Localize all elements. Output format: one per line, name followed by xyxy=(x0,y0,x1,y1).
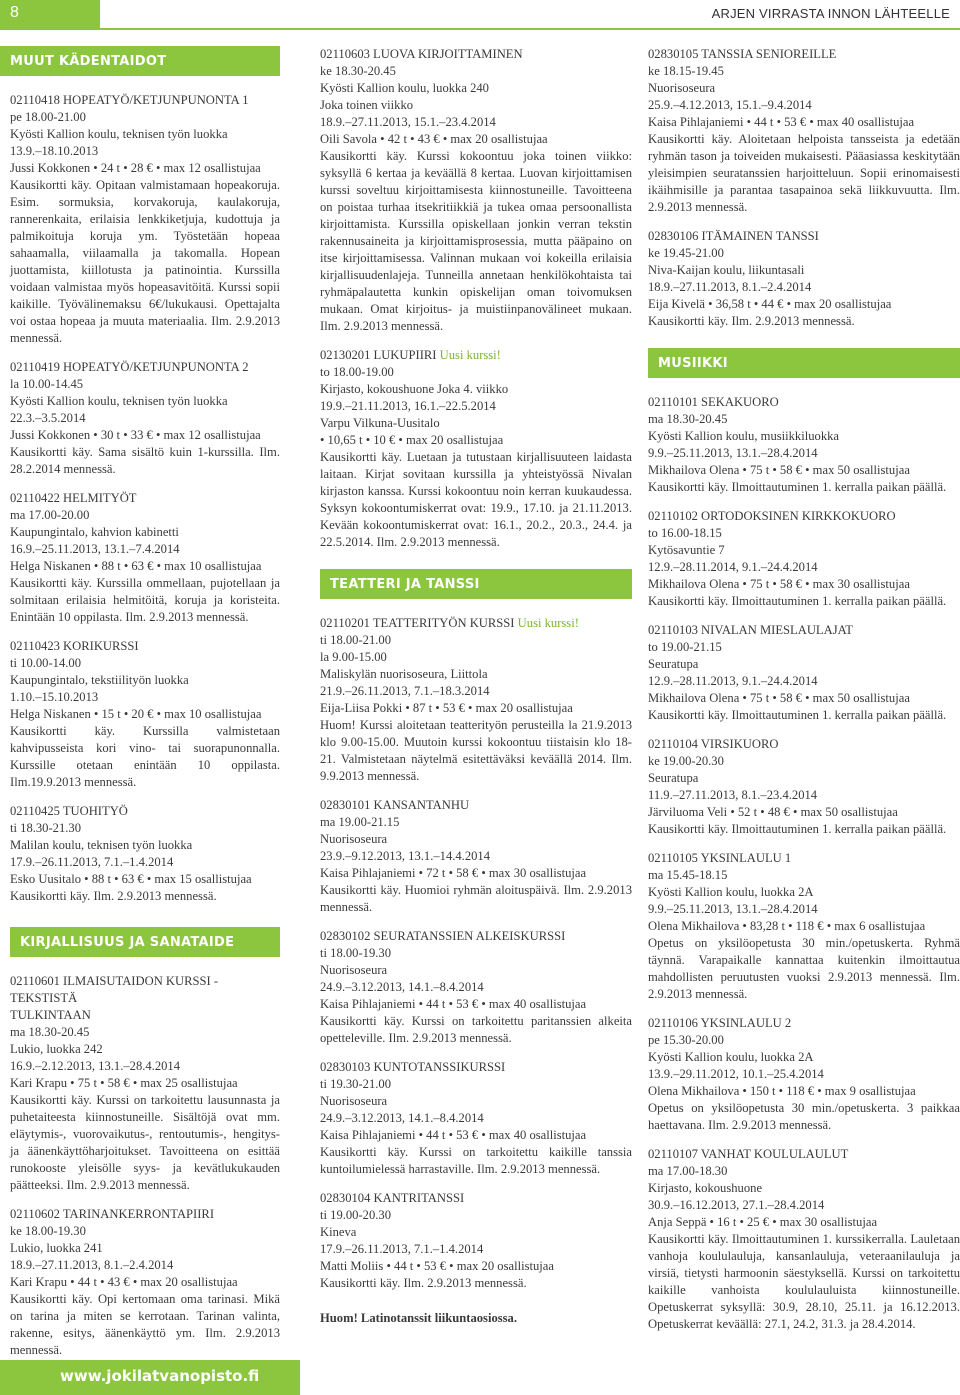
course-title: 02110103 NIVALAN MIESLAULAJAT xyxy=(648,623,853,637)
course-location: Lukio, luokka 241 xyxy=(10,1241,103,1255)
course-teacher: Esko Uusitalo • 88 t • 63 € • max 15 osallistujaa xyxy=(10,872,252,886)
page-number: 8 xyxy=(10,4,19,21)
course-time: ke 19.45-21.00 xyxy=(648,246,724,260)
course-teacher: Anja Seppä • 16 t • 25 € • max 30 osallistujaa xyxy=(648,1215,878,1229)
course-location: Seuratupa xyxy=(648,771,699,785)
course-teacher: Mikhailova Olena • 75 t • 58 € • max 50 osallistujaa xyxy=(648,691,910,705)
course-description: Huom! Kurssi aloitetaan teatterityön perusteilla la 21.9.2013 klo 9.00-15.00. Muutoin kurssi kokoontuu tiistaisin klo 18-21. Valmistetaan näytelmä esitettäväksi keväällä 2014. Ilm. 9.9.2013 mennessä. xyxy=(320,718,632,783)
course-teacher: Helga Niskanen • 88 t • 63 € • max 10 osallistujaa xyxy=(10,559,262,573)
course-time: ke 19.00-20.30 xyxy=(648,754,724,768)
course-dates: 18.9.–27.11.2013, 15.1.–23.4.2014 xyxy=(320,115,496,129)
course-title: 02110422 HELMITYÖT xyxy=(10,491,137,505)
course-location: Niva-Kaijan koulu, liikuntasali xyxy=(648,263,805,277)
course-entry xyxy=(320,1059,632,1178)
course-location: Kyösti Kallion koulu, teknisen työn luokka xyxy=(10,394,228,408)
header-rule xyxy=(100,28,960,30)
new-course-tag: Uusi kurssi! xyxy=(517,616,579,630)
course-dates: 21.9.–26.11.2013, 7.1.–18.3.2014 xyxy=(320,684,490,698)
course-description: Kausikortti käy. Ilmoittautuminen 1. kerralla paikan päällä. xyxy=(648,708,947,722)
course-teacher: Kaisa Pihlajaniemi • 44 t • 53 € • max 40 osallistujaa xyxy=(648,115,915,129)
course-title: 02110418 HOPEATYÖ/KETJUNPUNONTA 1 xyxy=(10,93,249,107)
section-heading: MUUT KÄDENTAIDOT xyxy=(0,46,280,76)
course-dates: 11.9.–27.11.2013, 8.1.–23.4.2014 xyxy=(648,788,818,802)
course-title: 02830105 TANSSIA SENIOREILLE xyxy=(648,47,837,61)
course-teacher: Jussi Kokkonen • 30 t • 33 € • max 12 osallistujaa xyxy=(10,428,261,442)
course-entry xyxy=(10,973,280,1194)
course-time: ma 18.30-20.45 xyxy=(10,1025,90,1039)
course-dates: 24.9.–3.12.2013, 14.1.–8.4.2014 xyxy=(320,1111,484,1125)
course-title: 02110106 YKSINLAULU 2 xyxy=(648,1016,792,1030)
course-location: Malilan koulu, teknisen työn luokka xyxy=(10,838,193,852)
course-frequency: Joka toinen viikko xyxy=(320,98,414,112)
course-title-row xyxy=(320,615,632,632)
course-description: Kausikortti käy. Huomioi ryhmän aloituspäivä. Ilm. 2.9.2013 mennessä. xyxy=(320,883,632,914)
course-time: la 9.00-15.00 xyxy=(320,650,387,664)
course-teacher: Olena Mikhailova • 150 t • 118 € • max 9 osallistujaa xyxy=(648,1084,916,1098)
course-time: to 19.00-21.15 xyxy=(648,640,722,654)
course-time: ma 17.00-20.00 xyxy=(10,508,90,522)
course-dates: 25.9.–4.12.2013, 15.1.–9.4.2014 xyxy=(648,98,812,112)
course-dates: 9.9.–25.11.2013, 13.1.–28.4.2014 xyxy=(648,446,818,460)
course-description: Kausikortti käy. Opi kertomaan oma tarinasi. Mikä on tarina ja miten se kerrotaan. Tarinan valinta, rakenne, esitys, äänenkäyttö ym. Ilm. 2.9.2013 mennessä. xyxy=(10,1292,280,1357)
course-time: ma 18.30-20.45 xyxy=(648,412,728,426)
course-title: 02110107 VANHAT KOULULAULUT xyxy=(648,1147,849,1161)
course-title: 02110102 ORTODOKSINEN KIRKKOKUORO xyxy=(648,509,896,523)
course-location: Nuorisoseura xyxy=(320,1094,388,1108)
course-teacher: Eija Kivelä • 36,58 t • 44 € • max 20 osallistujaa xyxy=(648,297,892,311)
course-location: Kirjasto, kokoushuone Joka 4. viikko xyxy=(320,382,509,396)
course-entry xyxy=(10,92,280,347)
course-entry xyxy=(648,394,960,496)
course-title: 02830103 KUNTOTANSSIKURSSI xyxy=(320,1060,506,1074)
course-dates: 13.9.–18.10.2013 xyxy=(10,144,99,158)
note: Huom! Latinotanssit liikuntaosiossa. xyxy=(320,1311,517,1325)
course-title: 02110105 YKSINLAULU 1 xyxy=(648,851,792,865)
course-location: Seuratupa xyxy=(648,657,699,671)
course-time: ti 19.30-21.00 xyxy=(320,1077,392,1091)
course-description: Kausikortti käy. Ilm. 2.9.2013 mennessä. xyxy=(648,314,855,328)
course-time: la 10.00-14.45 xyxy=(10,377,84,391)
course-time: ti 10.00-14.00 xyxy=(10,656,82,670)
course-title: 02110602 TARINANKERRONTAPIIRI xyxy=(10,1207,215,1221)
course-entry xyxy=(10,803,280,905)
course-description: Kausikortti käy. Aloitetaan helpoista tansseista ja edetään ryhmän tason ja toiveiden mukaisesti. Pääasiassa keskitytään yleisimpien seuratanssien harjoitteluun. Sopii erinomaisesti ikäihmisille ja parantaa tasapainoa sekä liikkuvuutta. Ilm. 2.9.2013 mennessä. xyxy=(648,132,960,214)
course-description: Kausikortti käy. Ilmoittautuminen 1. kerralla paikan päällä. xyxy=(648,480,947,494)
course-time: ke 18.15-19.45 xyxy=(648,64,724,78)
course-dates: 13.9.–29.11.2012, 10.1.–25.4.2014 xyxy=(648,1067,824,1081)
course-dates: 12.9.–28.11.2014, 9.1.–24.4.2014 xyxy=(648,560,818,574)
course-teacher: Oili Savola • 42 t • 43 € • max 20 osallistujaa xyxy=(320,132,548,146)
course-description: Kausikortti käy. Ilmoittautuminen 1. kerralla paikan päällä. xyxy=(648,594,947,608)
course-teacher: Kari Krapu • 75 t • 58 € • max 25 osallistujaa xyxy=(10,1076,238,1090)
course-description: Opetus on yksilöopetusta 30 min./opetuskerta. 3 paikkaa haettavana. Ilm. 2.9.2013 mennessä. xyxy=(648,1101,960,1132)
course-description: Kausikortti käy. Luetaan ja tutustaan kirjallisuuteen laidasta laitaan. Kirjat sovitaan kurssilla ja yhteistyössä Nivalan kirjaston kanssa. Kurssi kokoontuu noin kerran kuukaudessa. Syksyn kokoontumiskerrat ovat: 19.9., 17.10. ja 21.11.2013. Kevään kokoontumiskerrat ovat: 16.1., 20.2., 20.3., 24.4. ja 22.5.2014. Ilm. 2.9.2013 mennessä. xyxy=(320,450,632,549)
course-dates: 16.9.–2.12.2013, 13.1.–28.4.2014 xyxy=(10,1059,181,1073)
course-time: pe 18.00-21.00 xyxy=(10,110,86,124)
course-location: Kyösti Kallion koulu, luokka 240 xyxy=(320,81,489,95)
course-entry xyxy=(320,928,632,1047)
course-time: ke 18.00-19.30 xyxy=(10,1224,86,1238)
course-description: Kausikortti käy. Kurssilla valmistetaan kahvipusseista kori vino- tai suorapunonnalla. Kurssille otetaan enintään 10 oppilasta. Ilm.19.9.2013 mennessä. xyxy=(10,724,280,789)
course-teacher: Järviluoma Veli • 52 t • 48 € • max 50 osallistujaa xyxy=(648,805,898,819)
course-time: pe 15.30-20.00 xyxy=(648,1033,724,1047)
course-location: Kyösti Kallion koulu, luokka 2A xyxy=(648,885,814,899)
course-title: 02110104 VIRSIKUORO xyxy=(648,737,779,751)
course-entry xyxy=(648,622,960,724)
course-entry xyxy=(648,850,960,1003)
course-description: Kausikortti käy. Ilm. 2.9.2013 mennessä. xyxy=(10,889,217,903)
page-number-box xyxy=(0,0,100,30)
course-title: 02110425 TUOHITYÖ xyxy=(10,804,128,818)
course-location: Maliskylän nuorisoseura, Liittola xyxy=(320,667,488,681)
course-title: 02110603 LUOVA KIRJOITTAMINEN xyxy=(320,47,523,61)
course-location: Kyösti Kallion koulu, luokka 2A xyxy=(648,1050,814,1064)
course-time: ti 19.00-20.30 xyxy=(320,1208,392,1222)
course-dates: 24.9.–3.12.2013, 14.1.–8.4.2014 xyxy=(320,980,484,994)
course-description: Kausikortti käy. Ilmoittautuminen 1. kerralla paikan päällä. xyxy=(648,822,947,836)
course-title: 02110101 SEKAKUORO xyxy=(648,395,779,409)
course-entry xyxy=(320,615,632,785)
course-description: Kausikortti käy. Ilm. 2.9.2013 mennessä. xyxy=(320,1276,527,1290)
course-description: Kausikortti käy. Sama sisältö kuin 1-kurssilla. Ilm. 28.2.2014 mennessä. xyxy=(10,445,280,476)
course-title: 02830106 ITÄMAINEN TANSSI xyxy=(648,229,819,243)
course-title: 02130201 LUKUPIIRI xyxy=(320,348,437,362)
course-location: Kytösavuntie 7 xyxy=(648,543,725,557)
course-location: Lukio, luokka 242 xyxy=(10,1042,103,1056)
course-entry xyxy=(10,359,280,478)
course-time: ma 15.45-18.15 xyxy=(648,868,728,882)
course-teacher: Jussi Kokkonen • 24 t • 28 € • max 12 osallistujaa xyxy=(10,161,261,175)
column-2 xyxy=(320,46,632,1327)
course-entry xyxy=(10,638,280,791)
course-entry xyxy=(648,228,960,330)
footer-bar xyxy=(0,1360,300,1395)
course-location: Kirjasto, kokoushuone xyxy=(648,1181,763,1195)
course-title: 02110419 HOPEATYÖ/KETJUNPUNONTA 2 xyxy=(10,360,249,374)
course-description: Kausikortti käy. Kurssi on tarkoitettu lausunnasta ja puhetaiteesta kiinnostuneille. Sisältöjä ovat mm. eläytymis-, vuorovaikutus-, rentoutumis-, hengitys- ja äänenkäyttöharjoitukset. Tavoitteena on esittää runokooste yleisölle syys- ja kevätlukukauden päätteeksi. Ilm. 2.9.2013 mennessä. xyxy=(10,1093,280,1192)
course-location: Kaupungintalo, kahvion kabinetti xyxy=(10,525,179,539)
course-description: Opetus on yksilöopetusta 30 min./opetuskerta. Ryhmä täynnä. Varapaikalle kannattaa kuitenkin ilmoittautua mahdollisten peruutusten vuoksi 2.9.2013 mennessä. Ilm. 2.9.2013 mennessä. xyxy=(648,936,960,1001)
course-title-row xyxy=(320,347,632,364)
course-dates: 12.9.–28.11.2013, 9.1.–24.4.2014 xyxy=(648,674,818,688)
course-entry xyxy=(320,1190,632,1292)
course-title-cont: TULKINTAAN xyxy=(10,1008,91,1022)
course-location: Kyösti Kallion koulu, musiikkiluokka xyxy=(648,429,840,443)
new-course-tag: Uusi kurssi! xyxy=(439,348,501,362)
course-time: ti 18.00-21.00 xyxy=(320,633,392,647)
course-time: to 18.00-19.00 xyxy=(320,365,394,379)
course-teacher: Varpu Vilkuna-Uusitalo xyxy=(320,416,440,430)
course-description: Kausikortti käy. Ilmoittautuminen 1. kurssikerralla. Lauletaan vanhoja koululauluja, kansanlauluja, veteraanilauluja ja virsiä, tietysti harmoonin säestyksellä. Kurssi on tarkoitettu kaikille vanhoista koululauluista kiinnostuneille. Opetuskerrat syksyllä: 30.9, 28.10, 25.11. ja 16.12.2013. Opetuskerrat keväällä: 27.1, 24.2, 31.3. ja 28.4.2014. xyxy=(648,1232,960,1331)
course-title: 02830104 KANTRITANSSI xyxy=(320,1191,465,1205)
course-dates: 17.9.–26.11.2013, 7.1.–1.4.2014 xyxy=(10,855,174,869)
course-dates: 18.9.–27.11.2013, 8.1.–2.4.2014 xyxy=(10,1258,174,1272)
course-dates: 17.9.–26.11.2013, 7.1.–1.4.2014 xyxy=(320,1242,484,1256)
section-heading: TEATTERI JA TANSSI xyxy=(320,569,632,599)
course-teacher: Mikhailova Olena • 75 t • 58 € • max 30 osallistujaa xyxy=(648,577,910,591)
course-description: Kausikortti käy. Kurssi kokoontuu joka toinen viikko: syksyllä 6 kertaa ja keväällä 8 kertaa. Luovan kirjoittamisen kurssi soveltuu kirjoittamisesta kiinnostuneille. Tavoitteena on poistaa turhaa itsekritiikkiä ja tukea omaa persoonallista kirjoittamista. Kurssilla opiskellaan jonkin verran tekstin rakennusaineita ja kirjoittamisprosessia, mutta pääpaino on itse kirjoittamisessa. Valinnan mukaan voi kokeilla erilaisia kirjallisuudenlajeja. Tunneilla annetaan henkilökohtaista tai ryhmäpalautetta kunkin opiskelijan oman toivomuksen mukaan. Omat kirjoitus- ja muistiinpanovälineet mukaan. Ilm. 2.9.2013 mennessä. xyxy=(320,149,632,333)
course-entry xyxy=(648,46,960,216)
course-teacher: Olena Mikhailova • 83,28 t • 118 € • max 6 osallistujaa xyxy=(648,919,926,933)
course-dates: 22.3.–3.5.2014 xyxy=(10,411,86,425)
section-heading: MUSIIKKI xyxy=(648,348,960,378)
course-teacher: Mikhailova Olena • 75 t • 58 € • max 50 osallistujaa xyxy=(648,463,910,477)
course-title: 02830102 SEURATANSSIEN ALKEISKURSSI xyxy=(320,929,566,943)
website-link[interactable]: www.jokilatvanopisto.fi xyxy=(60,1367,260,1385)
course-entry xyxy=(10,1206,280,1359)
course-entry xyxy=(648,1015,960,1134)
course-entry xyxy=(648,1146,960,1333)
course-dates: 23.9.–9.12.2013, 13.1.–14.4.2014 xyxy=(320,849,491,863)
course-time: ti 18.30-21.30 xyxy=(10,821,82,835)
course-description: Kausikortti käy. Kurssilla ommellaan, pujotellaan ja solmitaan erilaisia helmitöitä, koruja ja koristeita. Enintään 10 oppilasta. Ilm. 2.9.2013 mennessä. xyxy=(10,576,280,624)
course-location: Kyösti Kallion koulu, teknisen työn luokka xyxy=(10,127,228,141)
course-time: ma 17.00-18.30 xyxy=(648,1164,728,1178)
course-description: Kausikortti käy. Kurssi on tarkoitettu paritanssien alkeita opetteleville. Ilm. 2.9.2013 mennessä. xyxy=(320,1014,632,1045)
column-3 xyxy=(648,46,960,1345)
course-location: Kaupungintalo, tekstiilityön luokka xyxy=(10,673,189,687)
course-entry xyxy=(10,490,280,626)
course-dates: 9.9.–25.11.2013, 13.1.–28.4.2014 xyxy=(648,902,818,916)
course-details: • 10,65 t • 10 € • max 20 osallistujaa xyxy=(320,433,504,447)
course-time: ma 19.00-21.15 xyxy=(320,815,400,829)
course-teacher: Kaisa Pihlajaniemi • 44 t • 53 € • max 40 osallistujaa xyxy=(320,1128,587,1142)
course-teacher: Kaisa Pihlajaniemi • 44 t • 53 € • max 40 osallistujaa xyxy=(320,997,587,1011)
course-dates: 18.9.–27.11.2013, 8.1.–2.4.2014 xyxy=(648,280,812,294)
course-dates: 30.9.–16.12.2013, 27.1.–28.4.2014 xyxy=(648,1198,825,1212)
course-teacher: Helga Niskanen • 15 t • 20 € • max 10 osallistujaa xyxy=(10,707,262,721)
course-description: Kausikortti käy. Kurssi on tarkoitettu kaikille tanssia kuntoilumielessä harrastaville. Ilm. 2.9.2013 mennessä. xyxy=(320,1145,632,1176)
course-entry xyxy=(320,347,632,551)
section-heading: KIRJALLISUUS JA SANATAIDE xyxy=(10,927,280,957)
page-header xyxy=(0,0,960,30)
course-location: Nuorisoseura xyxy=(648,81,716,95)
course-dates: 19.9.–21.11.2013, 16.1.–22.5.2014 xyxy=(320,399,496,413)
course-entry xyxy=(320,797,632,916)
course-entry xyxy=(648,508,960,610)
course-time: ti 18.00-19.30 xyxy=(320,946,392,960)
course-location: Nuorisoseura xyxy=(320,963,388,977)
course-title: 02110423 KORIKURSSI xyxy=(10,639,139,653)
course-teacher: Kaisa Pihlajaniemi • 72 t • 58 € • max 30 osallistujaa xyxy=(320,866,587,880)
course-location: Kineva xyxy=(320,1225,357,1239)
course-location: Nuorisoseura xyxy=(320,832,388,846)
course-time: ke 18.30-20.45 xyxy=(320,64,396,78)
course-teacher: Kari Krapu • 44 t • 43 € • max 20 osallistujaa xyxy=(10,1275,238,1289)
course-title: 02110601 ILMAISUTAIDON KURSSI - TEKSTISTÄ xyxy=(10,974,219,1005)
course-teacher: Eija-Liisa Pokki • 87 t • 53 € • max 20 osallistujaa xyxy=(320,701,573,715)
column-1 xyxy=(10,46,280,1371)
course-description: Kausikortti käy. Opitaan valmistamaan hopeakoruja. Esim. sormuksia, korvakoruja, kaulakoruja, rannerenkaita, erilaisia lenkkiketjuja, kudottuja ja palmikoituja koruja ym. Työstetään hopeaa sahaamalla, viilaamalla ja takomalla. Hopean juottamista, kiillotusta ja patinointia. Kurssilla voidaan valmistaa myös hopeasavitöitä. Kurssi sopii kaikille. Työvälinemaksu 6€/lukukausi. Opettajalta voi ostaa hopeaa ja muuta materiaalia. Ilm. 2.9.2013 mennessä. xyxy=(10,178,280,345)
course-dates: 16.9.–25.11.2013, 13.1.–7.4.2014 xyxy=(10,542,180,556)
running-title: ARJEN VIRRASTA INNON LÄHTEELLE xyxy=(711,6,950,21)
course-teacher: Matti Moliis • 44 t • 53 € • max 20 osallistujaa xyxy=(320,1259,554,1273)
course-title: 02110201 TEATTERITYÖN KURSSI xyxy=(320,616,515,630)
course-entry xyxy=(648,736,960,838)
course-dates: 1.10.–15.10.2013 xyxy=(10,690,99,704)
course-title: 02830101 KANSANTANHU xyxy=(320,798,470,812)
course-entry xyxy=(320,46,632,335)
course-time: to 16.00-18.15 xyxy=(648,526,722,540)
